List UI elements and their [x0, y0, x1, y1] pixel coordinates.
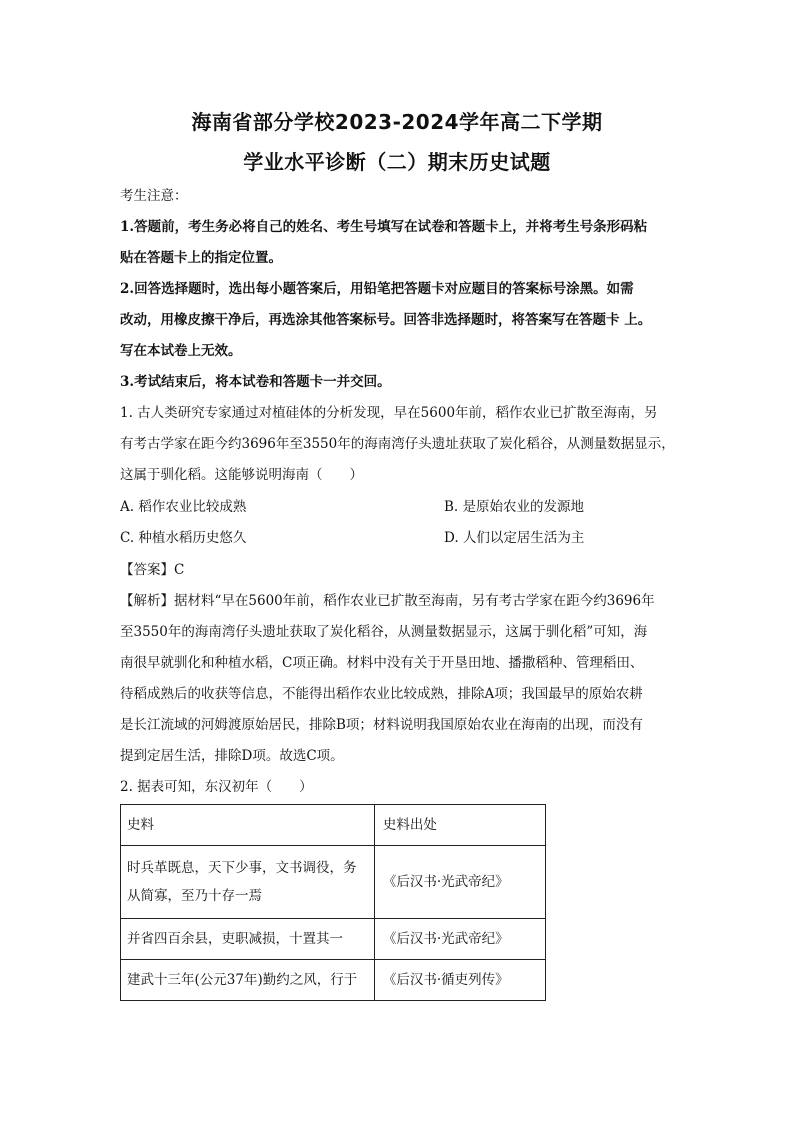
q1-option-d: D. 人们以定居生活为主: [444, 530, 585, 546]
table-cell-text-line2: 从简寡，至乃十存一焉: [127, 888, 262, 904]
notice-item3: 3.考试结束后，将本试卷和答题卡一并交回。: [120, 374, 391, 390]
notice-item2-line3: 写在本试卷上无效。: [120, 343, 242, 359]
table-cell-text: [121, 846, 375, 919]
notice-heading: 考生注意：: [120, 188, 188, 204]
table-cell-text: [121, 919, 375, 960]
q1-analysis-line2: 至3550年的海南湾仔头遗址获取了炭化稻谷，从测量数据显示，这属于驯化稻”可知，海: [120, 624, 648, 640]
q1-analysis-line1: 【解析】据材料“早在5600年前，稻作农业已扩散至海南，另有考古学家在距今约3696年: [120, 593, 655, 609]
table-row: [121, 846, 546, 919]
notice-item2-line1: 2.回答选择题时，选出每小题答案后，用铅笔把答题卡对应题目的答案标号涂黑。如需: [120, 281, 634, 297]
q1-analysis-line3: 南很早就驯化和种植水稻，C项正确。材料中没有关于开垦田地、播撒稻种、管理稻田、: [120, 655, 644, 671]
notice-item1-line2: 贴在答题卡上的指定位置。: [120, 250, 282, 266]
table-cell-origin: 《后汉书·光武帝纪》: [374, 846, 545, 919]
q1-option-a: A. 稻作农业比较成熟: [120, 499, 247, 515]
table-header-source-origin: 史料出处: [374, 805, 545, 846]
exam-title-line1: 海南省部分学校2023-2024学年高二下学期: [191, 110, 603, 134]
q1-analysis-line4: 待稻成熟后的收获等信息，不能得出稻作农业比较成熟，排除A项；我国最早的原始农耕: [120, 686, 643, 702]
q2-stem: 2. 据表可知，东汉初年（ ）: [120, 779, 313, 795]
table-header-row: [121, 805, 546, 846]
table-cell-text-line1: 并省四百余县，吏职减损，十置其一: [127, 931, 343, 947]
q1-stem-line3: 这属于驯化稻。这能够说明海南（ ）: [120, 467, 363, 483]
table-cell-origin: 《后汉书·循吏列传》: [374, 960, 545, 1001]
table-row: [121, 919, 546, 960]
table-cell-text: [121, 960, 375, 1001]
table-cell-text-line1: 时兵革既息，天下少事，文书调役，务: [127, 860, 357, 876]
table-header-source-text: 史料: [121, 805, 375, 846]
table-row: [121, 960, 546, 1001]
table-cell-origin: 《后汉书·光武帝纪》: [374, 919, 545, 960]
q1-analysis-line6: 提到定居生活，排除D项。故选C项。: [120, 748, 344, 764]
q1-answer: 【答案】C: [120, 562, 185, 578]
q1-stem-line2: 有考古学家在距今约3696年至3550年的海南湾仔头遗址获取了炭化稻谷，从测量数据显示，: [120, 436, 675, 452]
q1-analysis-line5: 是长江流域的河姆渡原始居民，排除B项；材料说明我国原始农业在海南的出现，而没有: [120, 717, 643, 733]
notice-item1-line1: 1.答题前，考生务必将自己的姓名、考生号填写在试卷和答题卡上，并将考生号条形码粘: [120, 219, 648, 235]
q1-stem-line1: 1. 古人类研究专家通过对植硅体的分析发现，早在5600年前，稻作农业已扩散至海南，另: [120, 405, 658, 421]
q1-option-c: C. 种植水稻历史悠久: [120, 530, 247, 546]
table-cell-text-line1: 建武十三年(公元37年)勤约之风，行于: [127, 972, 358, 988]
exam-title-line2: 学业水平诊断（二）期末历史试题: [243, 150, 551, 174]
q1-option-b: B. 是原始农业的发源地: [444, 499, 585, 515]
notice-item2-line2: 改动，用橡皮擦干净后，再选涂其他答案标号。回答非选择题时，将答案写在答题卡 上。: [120, 312, 652, 328]
q2-source-table: [120, 804, 546, 1001]
